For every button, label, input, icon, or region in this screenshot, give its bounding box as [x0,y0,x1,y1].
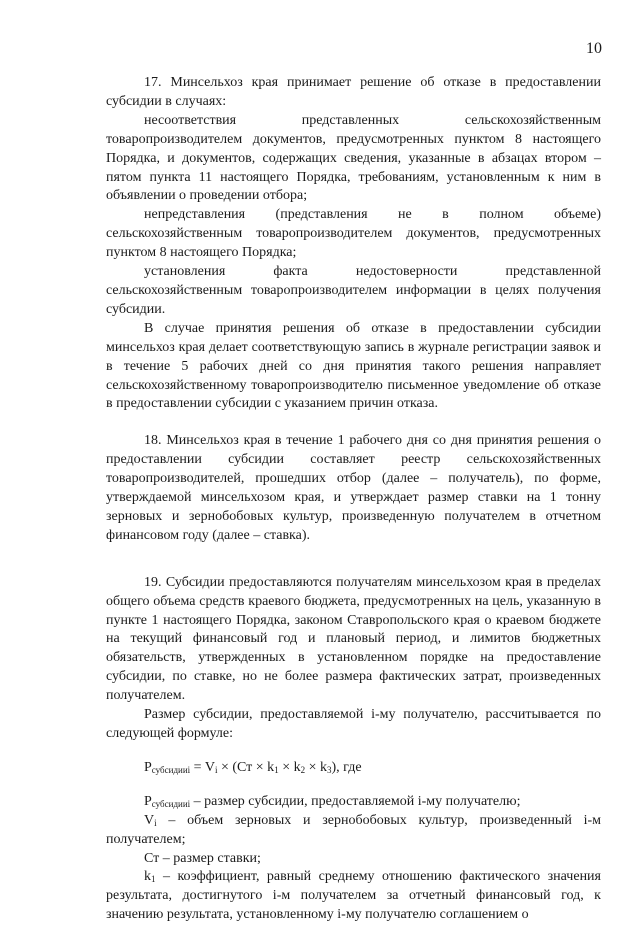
subsidy-formula [106,759,601,778]
definition-v-text: – объем зерновых и зернобобовых культур, произведенный i-м получателем; [106,812,601,847]
page-number: 10 [586,40,602,57]
definition-p-subscript: субсидииi [151,798,191,809]
section-18-text: 18. Минсельхоз края в течение 1 рабочего дня со дня принятия решения о предоставлении субсидии составляет реестр сельскохозяйственных товаропроизводителей, прошедших отбор (далее – получатель), по форме, утверждаемой минсельхозом края, и утверждает размер ставки на 1 тонну зерновых и зернобобовых культур, произведенную получателем в отчетном финансовом году (далее – ставка). [106,433,601,543]
section-19-text: 19. Субсидии предоставляются получателям минсельхозом края в пределах общего объема средств краевого бюджета, предусмотренных на цель, указанную в пункте 1 настоящего Порядка, законом Ставропольского края о краевом бюджете на текущий финансовый год и плановый период, и лимитов бюджетных обязательств, утвержденных в установленном порядке на предоставление субсидии, по ставке, но не более размера фактических затрат, произведенных получателем. [106,574,601,704]
formula-k2-subscript: 2 [300,764,306,775]
definition-v [106,812,601,850]
formula-middle: × (Ст × k [217,759,275,775]
section-17-refusal: В случае принятия решения об отказе в предоставлении субсидии минсельхоз края делает соответствующую запись в журнале регистрации заявок и в течение 5 рабочих дней со дня принятия такого решения направляет сельскохозяйственному товаропроизводителю письменное уведомление об отказе в предоставлении субсидии с указанием причин отказа. [106,320,601,412]
formula-times-k2: × k [278,759,301,775]
section-17-case-2: непредставления (представления не в полном объеме) сельскохозяйственным товаропроизводителем документов, предусмотренных пунктом 8 настоящего Порядка; [106,207,601,261]
definition-p-text: – размер субсидии, предоставляемой i-му получателю; [190,793,521,809]
section-17-intro: 17. Минсельхоз края принимает решение об отказе в предоставлении субсидии в случаях: [106,75,601,109]
definition-v-symbol: V [144,812,155,828]
definition-st: Ст – размер ставки; [144,850,261,866]
definition-v-subscript: i [154,817,157,828]
document-body [106,74,601,925]
formula-p-subscript: субсидииi [151,764,191,775]
formula-p-symbol: P [144,759,152,775]
formula-k3-subscript: 3 [327,764,332,775]
formula-k1-subscript: 1 [274,764,279,775]
section-17-case-1: несоответствия представленных сельскохозяйственным товаропроизводителем документов, предусмотренных пунктом 8 настоящего Порядка, и документов, содержащих сведения, указанные в абзацах втором – пятом пункта 11 настоящего Порядка, требованиям, установленным к ним в объявлении о проведении отбора; [106,112,601,204]
formula-times-k3: × k [305,759,327,775]
formula-tail: ), где [331,759,362,775]
section-19-size-intro: Размер субсидии, предоставляемой i-му получателю, рассчитывается по следующей формуле: [106,707,601,741]
section-17-case-3: установления факта недостоверности представленной сельскохозяйственным товаропроизводителем информации в целях получения субсидии. [106,264,601,317]
definition-k1-text: – коэффициент, равный среднему отношению фактического значения результата, достигнутого i-м получателем за отчетный финансовый год, к значению результата, установленному i-му получателю соглашением о [106,869,601,923]
formula-v-subscript: i [214,764,218,775]
definition-k1-symbol: k [144,869,151,885]
definition-p [106,793,601,812]
formula-equals-v: = V [190,759,215,775]
definition-p-symbol: P [144,793,152,809]
definition-k1-subscript: 1 [151,874,156,885]
definition-k1 [106,868,601,925]
